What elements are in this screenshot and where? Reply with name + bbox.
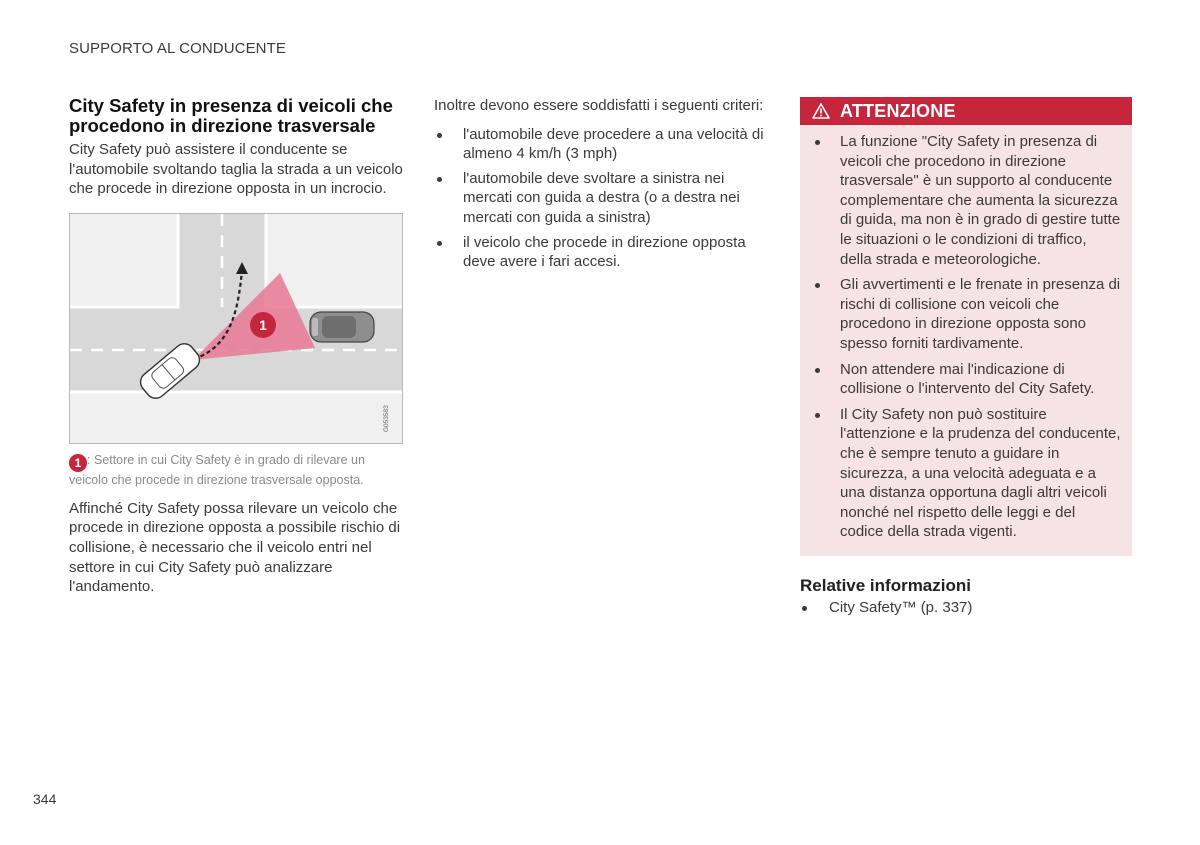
column-right xyxy=(800,97,1132,617)
intersection-illustration xyxy=(69,213,403,444)
figure-caption xyxy=(69,452,403,489)
intro-paragraph: City Safety può assistere il conducente se l'automobile svoltando taglia la strada a un veicolo che procede in direzione opposta in un incrocio. xyxy=(69,141,403,198)
page-header: SUPPORTO AL CONDUCENTE xyxy=(69,40,286,57)
intersection-diagram xyxy=(70,214,402,443)
criteria-list xyxy=(434,125,770,272)
page-number: 344 xyxy=(33,791,57,807)
related-list xyxy=(800,598,1132,618)
warning-box xyxy=(800,97,1132,556)
criteria-intro: Inoltre devono essere soddisfatti i seguenti criteri: xyxy=(434,97,764,114)
warning-list xyxy=(800,125,1132,556)
caption-marker: 1 xyxy=(69,454,87,472)
column-left xyxy=(69,96,403,597)
detection-paragraph: Affinché City Safety possa rilevare un veicolo che procede in direzione opposta a possibile rischio di collisione, è necessario che il veicolo entri nel settore in cui City Safety può analizzare l'andamento. xyxy=(69,499,401,596)
list-item: Non attendere mai l'indicazione di collisione o l'intervento del City Safety. xyxy=(812,360,1122,399)
section-title: City Safety in presenza di veicoli che procedono in direzione trasversale xyxy=(69,95,393,136)
list-item: Gli avvertimenti e le frenate in presenza di rischi di collisione con veicoli che procedono in direzione opposta sono spesso forniti tardivamente. xyxy=(812,275,1122,353)
oncoming-car xyxy=(310,312,374,342)
related-item xyxy=(800,598,1132,618)
list-item: il veicolo che procede in direzione opposta deve avere i fari accesi. xyxy=(434,233,770,272)
warning-header xyxy=(800,97,1132,125)
list-item: La funzione "City Safety in presenza di veicoli che procedono in direzione trasversale" è un supporto al conducente complementare che aumenta la sicurezza di guida, ma non è in grado di gestire tutte le situazioni o le condizioni di traffico, della strada e meteorologiche. xyxy=(812,132,1122,269)
list-item: Il City Safety non può sostituire l'attenzione e la prudenza del conducente, che è sempre tenuto a guidare in sicurezza, a una velocità adeguata e a una distanza opportuna dagli altri veicoli nonché nel rispetto delle leggi e del codice della strada vigenti. xyxy=(812,405,1122,542)
warning-triangle-icon xyxy=(812,103,830,119)
list-item: l'automobile deve svoltare a sinistra nei mercati con guida a destra (o a destra nei mercati con guida a sinistra) xyxy=(434,169,770,228)
related-title: Relative informazioni xyxy=(800,575,971,595)
sector-marker-label: 1 xyxy=(259,316,267,333)
list-item: l'automobile deve procedere a una velocità di almeno 4 km/h (3 mph) xyxy=(434,125,770,164)
warning-title: ATTENZIONE xyxy=(840,100,956,121)
related-link-city-safety[interactable]: City Safety™ (p. 337) xyxy=(829,598,973,616)
caption-text: : Settore in cui City Safety è in grado di rilevare un veicolo che procede in direzione trasversale opposta. xyxy=(69,452,365,487)
image-code: G053583 xyxy=(383,405,390,432)
column-middle xyxy=(434,96,770,277)
